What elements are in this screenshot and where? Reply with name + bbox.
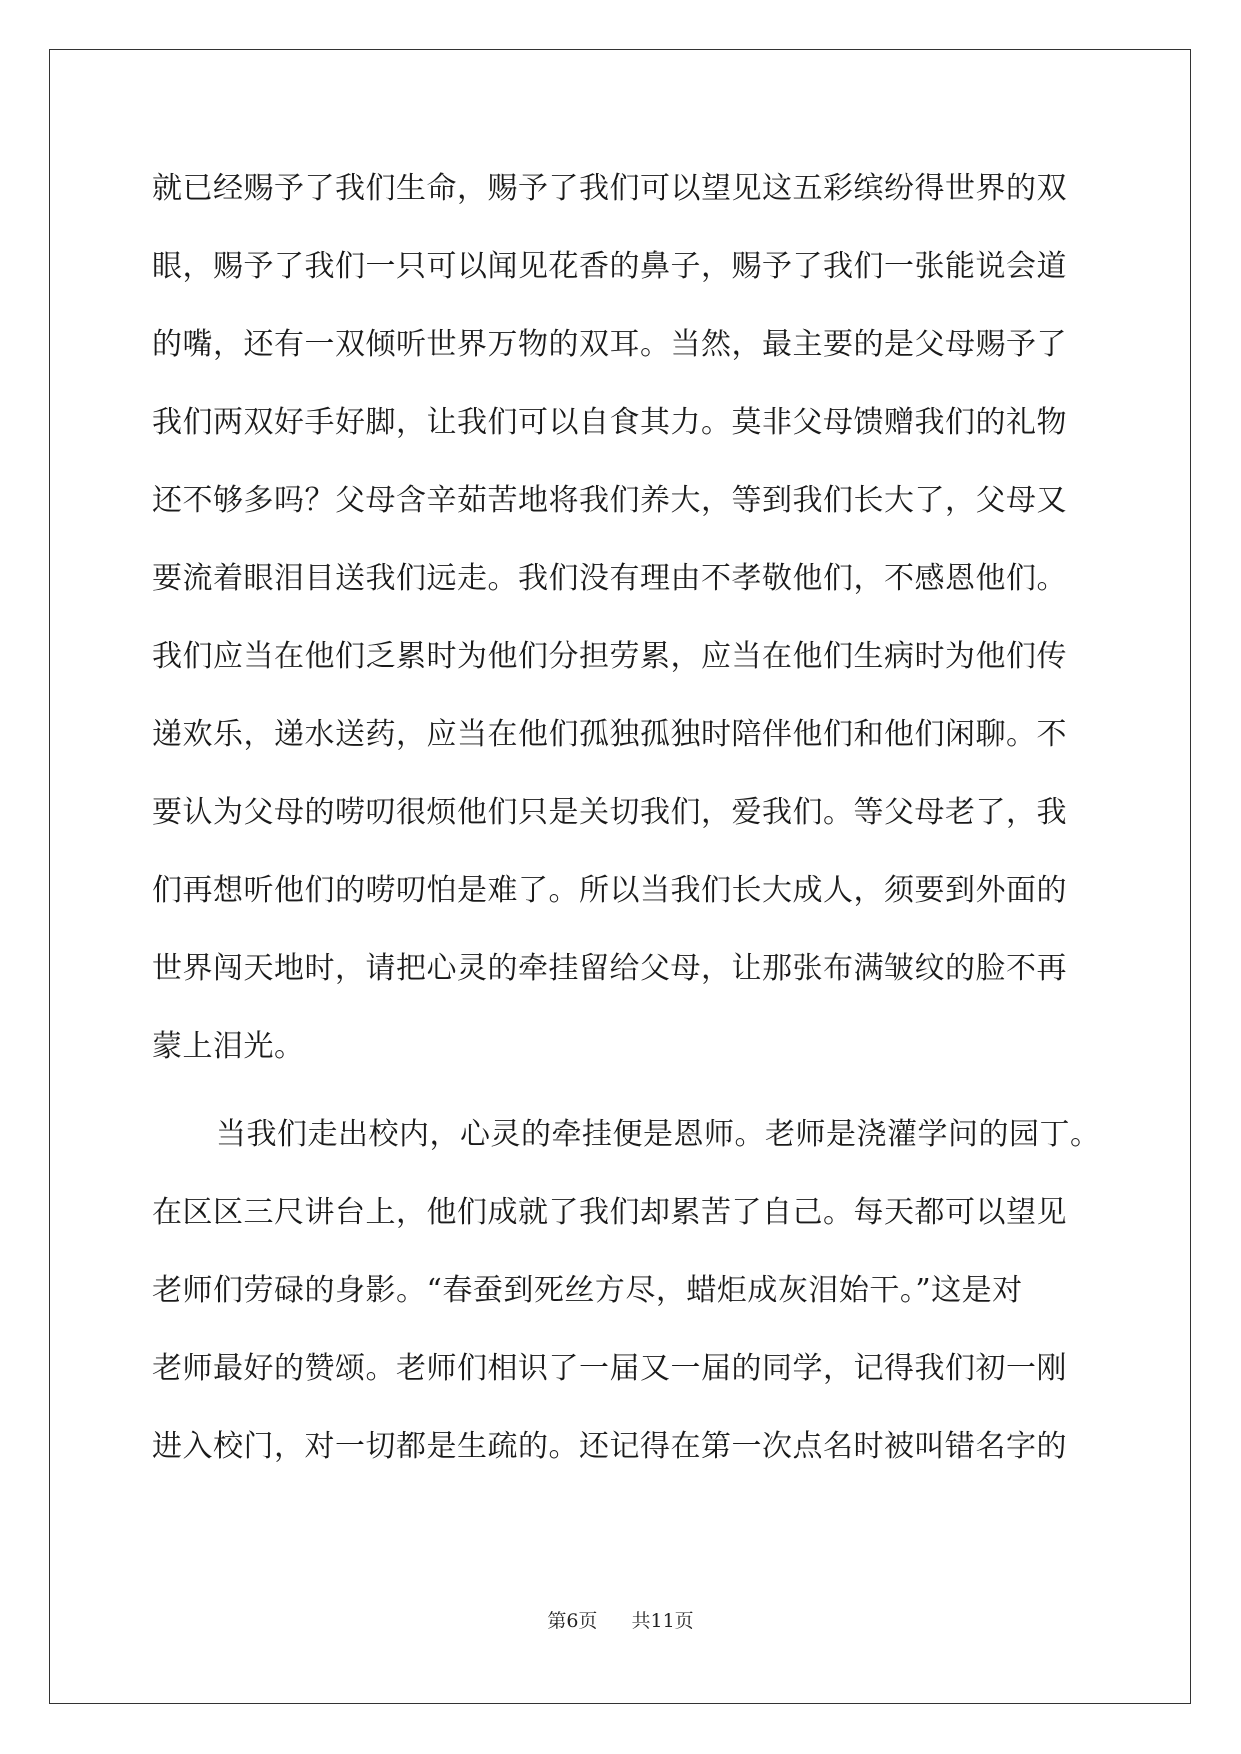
text-line: 世界闯天地时，请把心灵的牵挂留给父母，让那张布满皱纹的脸不再 — [152, 951, 1067, 986]
text-line: 就已经赐予了我们生命，赐予了我们可以望见这五彩缤纷得世界的双 — [152, 171, 1067, 206]
document-body — [152, 164, 1101, 1500]
paragraph-gap — [152, 1100, 1092, 1110]
text-line: 老师们劳碌的身影。“春蚕到死丝方尽，蜡炬成灰泪始干。”这是对 — [152, 1273, 1023, 1308]
text-line: 要认为父母的唠叨很烦他们只是关切我们，爱我们。等父母老了，我 — [152, 795, 1067, 830]
text-line: 的嘴，还有一双倾听世界万物的双耳。当然，最主要的是父母赐予了 — [152, 327, 1067, 362]
page-number: 第6页 — [547, 1610, 598, 1632]
text-line: 我们两双好手好脚，让我们可以自食其力。莫非父母馈赠我们的礼物 — [152, 405, 1067, 440]
text-line: 眼，赐予了我们一只可以闻见花香的鼻子，赐予了我们一张能说会道 — [152, 249, 1067, 284]
text-line: 还不够多吗？父母含辛茹苦地将我们养大，等到我们长大了，父母又 — [152, 483, 1067, 518]
page-total: 共11页 — [631, 1610, 694, 1632]
text-line: 老师最好的赞颂。老师们相识了一届又一届的同学，记得我们初一刚 — [152, 1351, 1067, 1386]
page-footer — [0, 1606, 1241, 1633]
text-line: 我们应当在他们乏累时为他们分担劳累，应当在他们生病时为他们传 — [152, 639, 1067, 674]
text-line: 递欢乐，递水送药，应当在他们孤独孤独时陪伴他们和他们闲聊。不 — [152, 717, 1067, 752]
text-line: 要流着眼泪目送我们远走。我们没有理由不孝敬他们，不感恩他们。 — [152, 561, 1067, 596]
paragraph-first-line: 当我们走出校内，心灵的牵挂便是恩师。老师是浇灌学问的园丁。 — [216, 1117, 1101, 1152]
text-line: 蒙上泪光。 — [152, 1029, 305, 1064]
text-line: 进入校门，对一切都是生疏的。还记得在第一次点名时被叫错名字的 — [152, 1429, 1067, 1464]
text-line: 们再想听他们的唠叨怕是难了。所以当我们长大成人，须要到外面的 — [152, 873, 1067, 908]
text-line: 在区区三尺讲台上，他们成就了我们却累苦了自己。每天都可以望见 — [152, 1195, 1067, 1230]
